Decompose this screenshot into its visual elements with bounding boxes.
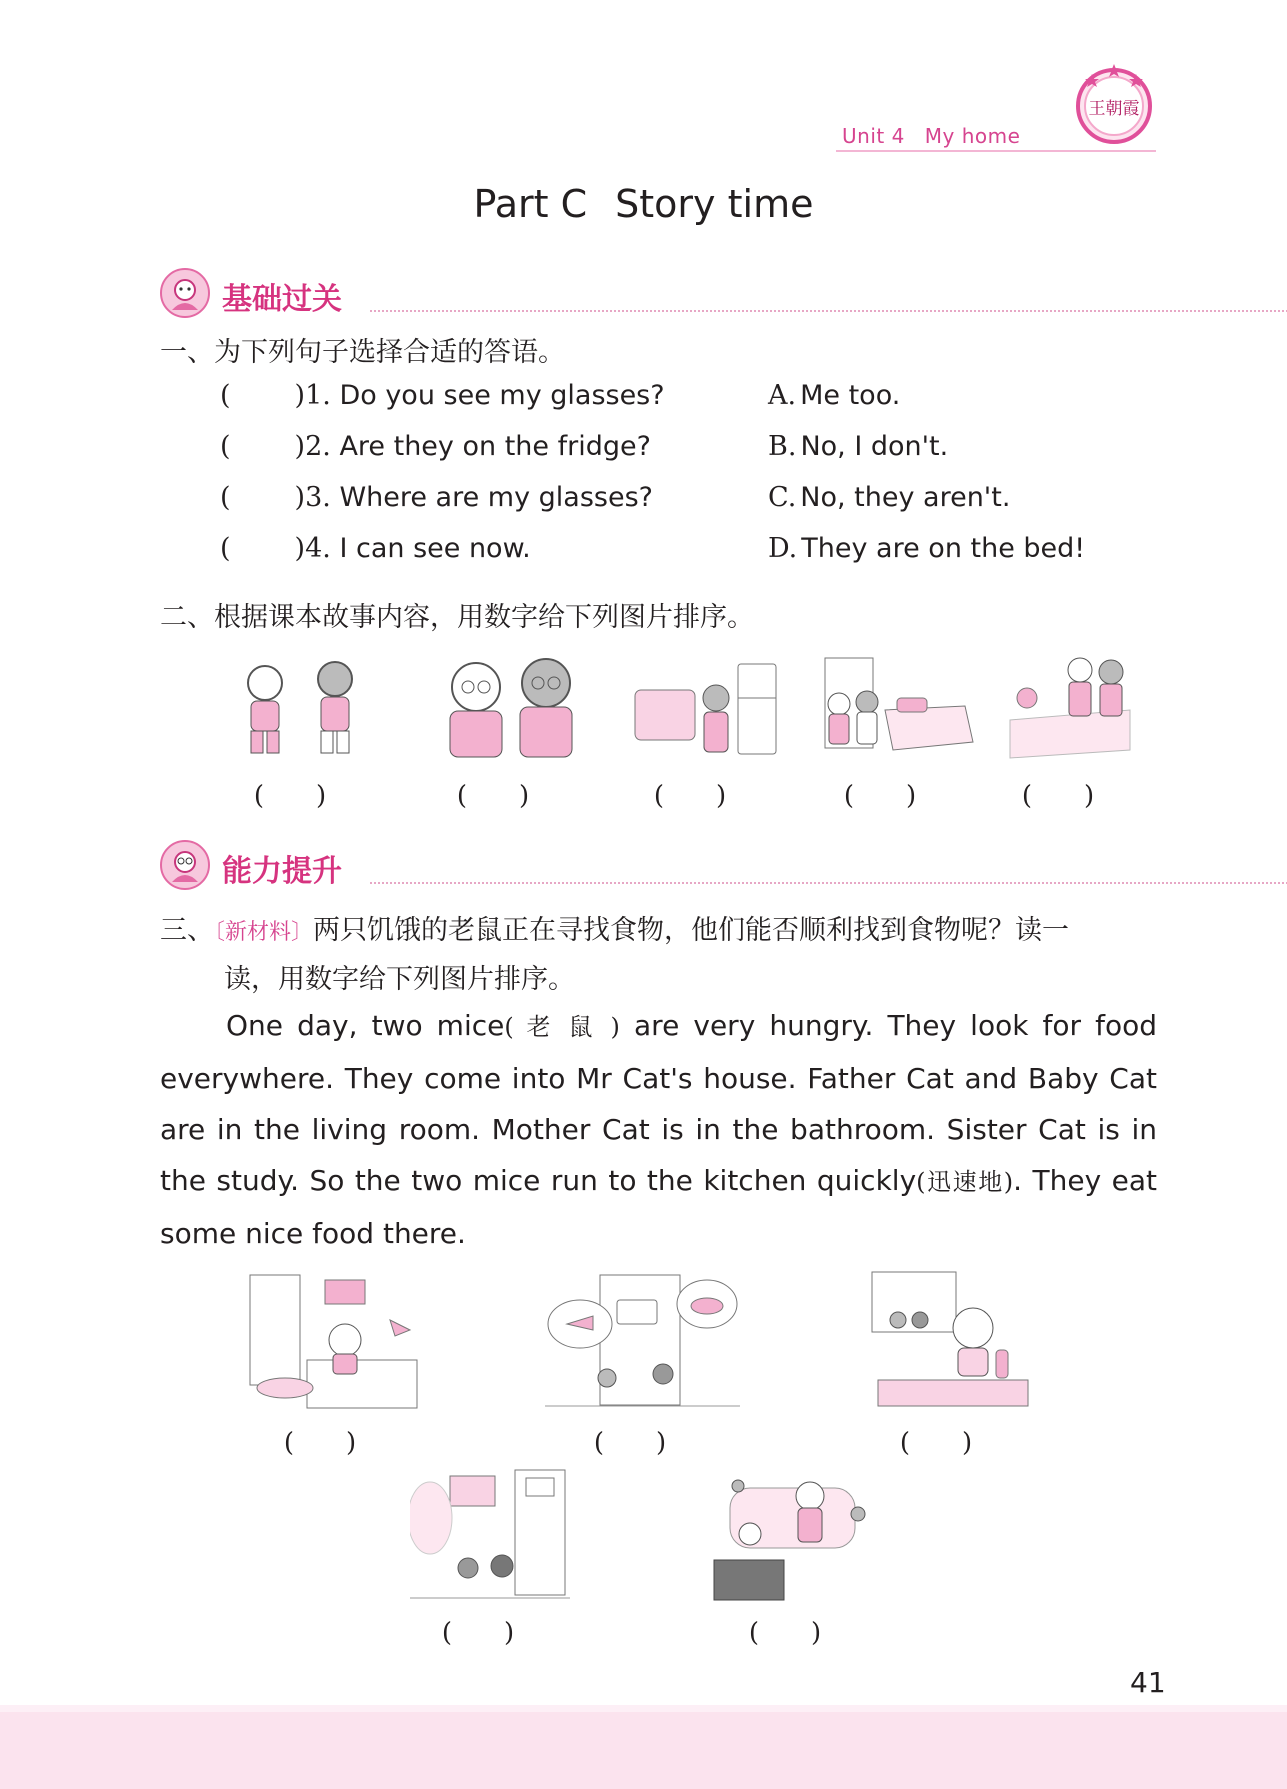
brand-logo — [1072, 60, 1156, 144]
answer-blank-open[interactable]: ( — [220, 482, 231, 513]
dotted-rule — [370, 310, 1287, 312]
order-blank[interactable]: ( ) — [653, 781, 727, 811]
option-text: No, they aren't. — [800, 482, 1011, 513]
unit-topic: My home — [924, 124, 1021, 148]
question-3-text: 两只饥饿的老鼠正在寻找食物，他们能否顺利找到食物呢？读一 — [313, 915, 1070, 946]
passage-text: . They eat some nice food there. — [160, 1164, 1158, 1250]
option-letter: C. — [768, 482, 797, 513]
option-text: Me too. — [800, 380, 901, 411]
section-title: 能力提升 — [222, 854, 342, 889]
item-number: )1. — [294, 380, 331, 411]
svg-text:王朝霞: 王朝霞 — [1088, 99, 1140, 119]
option-letter: A. — [768, 380, 797, 411]
passage-text: One day, two mice — [226, 1009, 505, 1042]
brand-seal-icon — [1072, 60, 1156, 144]
question-1-heading: 一、为下列句子选择合适的答语。 — [160, 337, 565, 368]
answer-blank-open[interactable]: ( — [220, 380, 231, 411]
mice-thinking-food-illustration — [545, 1270, 740, 1410]
match-item — [220, 482, 653, 513]
item-number: )4. — [294, 533, 331, 564]
answer-option — [768, 482, 1010, 513]
bears-surprised-illustration — [215, 645, 385, 760]
match-item — [220, 380, 665, 411]
bears-bedroom-illustration — [815, 650, 975, 760]
gloss: ( 老 鼠 ) — [504, 1013, 620, 1041]
footer-band — [0, 1712, 1287, 1789]
option-text: They are on the bed! — [801, 533, 1086, 564]
order-blank[interactable]: ( ) — [253, 781, 327, 811]
order-blank[interactable]: ( ) — [593, 1428, 667, 1458]
cat-bathroom-illustration — [868, 1270, 1033, 1410]
bears-table-illustration — [1005, 650, 1135, 760]
answer-blank-open[interactable]: ( — [220, 533, 231, 564]
answer-option — [768, 431, 948, 462]
item-number: )2. — [294, 431, 331, 462]
question-2-heading: 二、根据课本故事内容，用数字给下列图片排序。 — [160, 602, 754, 633]
answer-option — [768, 533, 1085, 564]
order-blank[interactable]: ( ) — [283, 1428, 357, 1458]
question-3-heading-cont: 读，用数字给下列图片排序。 — [224, 964, 575, 995]
order-blank[interactable]: ( ) — [843, 781, 917, 811]
option-text: No, I don't. — [800, 431, 949, 462]
order-blank[interactable]: ( ) — [441, 1618, 515, 1648]
question-3-heading — [160, 908, 1069, 947]
page-title — [0, 182, 1287, 226]
order-blank[interactable]: ( ) — [456, 781, 530, 811]
part-subtitle: Story time — [615, 182, 814, 226]
match-item — [220, 431, 651, 462]
unit-label: Unit 4 — [842, 124, 905, 148]
answer-blank-open[interactable]: ( — [220, 431, 231, 462]
item-text: Are they on the fridge? — [339, 431, 651, 462]
match-item — [220, 533, 531, 564]
order-blank[interactable]: ( ) — [1021, 781, 1095, 811]
question-number: 三、 — [160, 915, 214, 946]
option-letter: D. — [768, 533, 798, 564]
option-letter: B. — [768, 431, 797, 462]
section-header-advanced — [160, 840, 1160, 890]
page-number: 41 — [1130, 1666, 1166, 1699]
mice-kitchen-illustration — [410, 1468, 570, 1603]
item-text: Do you see my glasses? — [339, 380, 665, 411]
part-label: Part C — [473, 182, 588, 226]
answer-option — [768, 380, 900, 411]
new-material-tag: 〔新材料〕 — [214, 920, 314, 945]
reading-passage — [160, 1000, 1157, 1259]
section-title: 基础过关 — [222, 282, 342, 317]
order-blank[interactable]: ( ) — [748, 1618, 822, 1648]
teacher-avatar-icon — [160, 268, 210, 318]
cat-study-illustration — [245, 1270, 430, 1410]
unit-heading — [842, 124, 1040, 148]
header-rule — [836, 150, 1156, 152]
order-blank[interactable]: ( ) — [899, 1428, 973, 1458]
item-text: Where are my glasses? — [339, 482, 653, 513]
gloss: (迅速地) — [916, 1168, 1014, 1196]
cats-living-room-illustration — [710, 1468, 875, 1603]
passage-text: are very hungry. They look for food everywhere. They come into Mr Cat's house. Father Cat and Baby Cat are in the living room. Mother Cat is in the bathroom. Sister Cat is in the study. So the two mice run to the kitchen quickly — [160, 1009, 1157, 1197]
bears-glasses-illustration — [428, 645, 593, 760]
item-number: )3. — [294, 482, 331, 513]
dotted-rule — [370, 882, 1287, 884]
bear-fridge-illustration — [630, 650, 785, 760]
section-header-basic — [160, 268, 1160, 318]
item-text: I can see now. — [339, 533, 531, 564]
teacher-avatar-icon — [160, 840, 210, 890]
